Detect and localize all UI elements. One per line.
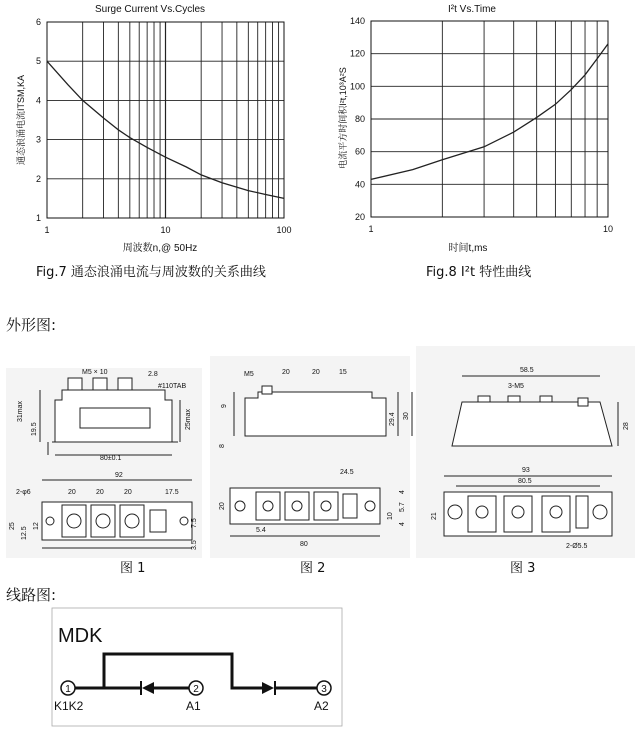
fig1-dim-7p5: 7.5: [191, 518, 198, 528]
fig2-dim-8: 8: [219, 444, 226, 448]
fig2-label: 图 2: [300, 561, 326, 576]
chart2-title: I²t Vs.Time: [448, 4, 496, 15]
surge-current-chart: [0, 0, 320, 290]
chart2-grid: [371, 21, 608, 217]
c2-ytick-label: 60: [354, 146, 365, 157]
fig1-dim-19p5: 19.5: [31, 422, 38, 436]
chart2-x-ticks: [368, 224, 613, 234]
terminal-2-label: A1: [186, 699, 201, 713]
fig1-dim-31max: 31max: [17, 400, 24, 422]
chart1-grid: [47, 22, 284, 218]
fig1-dim-92: 92: [115, 472, 123, 479]
fig1-dim-25: 25: [9, 522, 16, 530]
chart2-y-label: 电流平方时间积I²t,10³A²S: [338, 67, 348, 169]
fig2-dim-4b: 4: [399, 522, 406, 526]
chart1-x-ticks: [44, 225, 291, 235]
fig1-dim-20b: 20: [96, 489, 104, 496]
outline-heading: 外形图:: [6, 316, 57, 334]
chart1-x-label: 周波数n,@ 50Hz: [122, 243, 198, 254]
fig3-dim-93: 93: [522, 467, 530, 474]
terminal-1-num: 1: [65, 684, 71, 695]
fig1-dim-17p5: 17.5: [165, 489, 179, 496]
fig1-dim-2phi6: 2-φ6: [16, 489, 31, 496]
c2-ytick-label: 40: [354, 179, 365, 190]
fig2-dim-20b: 20: [312, 369, 320, 376]
fig7-caption: Fig.7 通态浪涌电流与周波数的关系曲线: [36, 265, 266, 280]
c2-ytick-label: 120: [349, 48, 365, 59]
fig2-dim-10: 10: [387, 512, 394, 520]
fig3-label: 图 3: [510, 561, 536, 576]
terminal-3-num: 3: [321, 684, 327, 695]
circuit-diagram: [0, 600, 641, 732]
c2-ytick-label: 140: [349, 16, 365, 26]
circuit-heading: 线路图:: [6, 586, 57, 604]
c1-ytick-label: 3: [35, 134, 41, 145]
c2-ytick-label: 80: [354, 114, 365, 124]
fig2-dim-5p4: 5.4: [256, 527, 266, 534]
fig1-dim-25max: 25max: [185, 408, 192, 430]
c1-ytick-label: 6: [35, 17, 41, 27]
fig1-label: 图 1: [120, 561, 146, 576]
chart2-x-label: 时间t,ms: [448, 243, 488, 254]
c1-xtick-label: 10: [160, 225, 171, 235]
fig2-dim-20a: 20: [282, 369, 290, 376]
fig2-dim-9: 9: [221, 404, 228, 408]
fig1-dim-m5: M5 × 10: [82, 369, 108, 376]
outline-drawings: [0, 340, 641, 580]
chart1-title: Surge Current Vs.Cycles: [94, 4, 206, 15]
chart1-y-label: 通态浪涌电流ITSM,KA: [16, 74, 26, 166]
fig3-dim-21: 21: [431, 512, 438, 520]
c1-ytick-label: 1: [35, 213, 41, 223]
c1-xtick-label: 100: [276, 225, 292, 235]
fig1-dim-2p8: 2.8: [148, 371, 158, 378]
fig2-dim-4a: 4: [399, 490, 406, 494]
circuit-title: MDK: [58, 625, 103, 647]
fig2-dim-80: 80: [300, 541, 308, 548]
chart2-series-line: [371, 44, 608, 180]
c1-ytick-label: 5: [35, 56, 41, 67]
c2-xtick-label: 1: [368, 224, 374, 234]
fig1-dim-12: 12: [33, 522, 40, 530]
fig1-dim-20a: 20: [68, 489, 76, 496]
c2-xtick-label: 10: [602, 224, 614, 234]
fig1-dim-3p5: 3.5: [191, 540, 198, 550]
chart1-y-ticks: [36, 17, 41, 223]
c1-ytick-label: 4: [35, 95, 41, 106]
fig3-dim-3m5: 3-M5: [508, 383, 524, 390]
fig1-dim-80: 80±0.1: [100, 455, 122, 462]
c1-xtick-label: 1: [44, 225, 50, 235]
c2-ytick-label: 100: [349, 81, 365, 92]
c1-ytick-label: 2: [35, 173, 41, 184]
terminal-2-num: 2: [193, 684, 199, 695]
fig2-panel: [210, 356, 410, 558]
chart2-y-ticks: [350, 16, 365, 222]
fig1-dim-12p5: 12.5: [21, 526, 28, 540]
fig3-dim-28: 28: [623, 422, 630, 430]
fig2-dim-m5: M5: [244, 371, 254, 378]
fig3-dim-58p5: 58.5: [520, 367, 534, 374]
fig1-dim-tab: #110TAB: [158, 383, 187, 390]
fig2-dim-29p4: 29.4: [389, 412, 396, 426]
fig8-caption: Fig.8 I²t 特性曲线: [426, 265, 532, 280]
fig2-dim-24p5: 24.5: [340, 469, 354, 476]
fig2-dim-15: 15: [339, 369, 347, 376]
i2t-time-chart: [320, 0, 641, 290]
terminal-3-label: A2: [314, 699, 329, 713]
fig2-dim-20c: 20: [219, 502, 226, 510]
fig2-dim-5p7: 5.7: [399, 502, 406, 512]
fig3-dim-80p5: 80.5: [518, 478, 532, 485]
fig2-dim-30: 30: [403, 412, 410, 420]
c2-ytick-label: 20: [354, 212, 365, 222]
terminal-1-label: K1K2: [54, 699, 84, 713]
fig3-dim-2phi5p5: 2-Ø5.5: [566, 543, 588, 550]
fig1-dim-20c: 20: [124, 489, 132, 496]
